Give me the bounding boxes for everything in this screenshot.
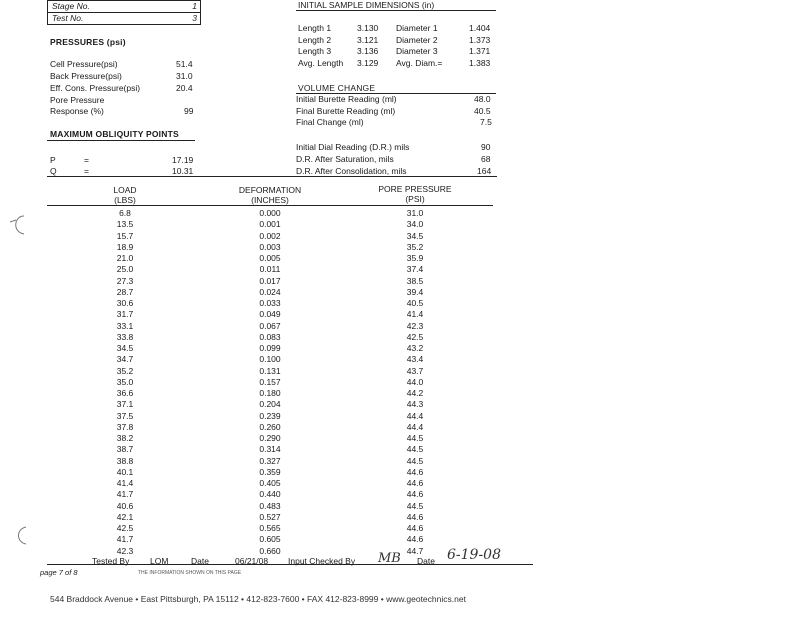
- cell-load: 31.7: [116, 309, 134, 320]
- cell-deformation: 0.239: [259, 410, 281, 421]
- cell-load: 41.7: [116, 534, 134, 545]
- stage-test-box: [47, 0, 201, 25]
- obliquity-p-eq: =: [84, 155, 89, 165]
- dims-rule: [296, 10, 496, 11]
- cell-deformation: 0.314: [259, 444, 281, 455]
- cell-deformation: 0.033: [259, 298, 281, 308]
- pressure-label-pore: Pore Pressure: [50, 95, 105, 105]
- cell-load: 34.5: [116, 343, 134, 353]
- dims-l1-label: Length 1: [298, 23, 332, 33]
- cell-pore-pressure: 44.7: [406, 545, 424, 556]
- dims-avg-diam-value: 1.383: [469, 58, 491, 68]
- dial-consolidation-value: 164: [477, 166, 492, 176]
- col-header-deformation-2: (INCHES): [251, 195, 289, 205]
- cell-deformation: 0.002: [259, 230, 281, 241]
- cell-load: 40.6: [116, 500, 134, 511]
- table-row: [0, 287, 800, 298]
- table-row: [0, 534, 800, 545]
- cell-deformation: 0.527: [259, 511, 281, 522]
- cell-pore-pressure: 44.5: [406, 500, 424, 511]
- cell-pore-pressure: 42.5: [406, 331, 424, 342]
- cell-load: 42.1: [116, 511, 134, 522]
- cell-deformation: 0.660: [259, 545, 281, 556]
- cell-pore-pressure: 44.0: [406, 376, 424, 387]
- cell-pore-pressure: 43.2: [406, 343, 424, 353]
- cell-pore-pressure: 44.5: [406, 433, 424, 443]
- cell-load: 15.7: [116, 230, 134, 241]
- obliquity-title: MAXIMUM OBLIQUITY POINTS: [50, 129, 179, 139]
- cell-pore-pressure: 35.2: [406, 241, 424, 252]
- table-row: [0, 456, 800, 467]
- table-row: [0, 332, 800, 343]
- cell-load: 38.2: [116, 433, 134, 443]
- page-number: page 7 of 8: [40, 568, 78, 577]
- table-top-rule: [47, 176, 497, 177]
- dial-saturation-label: D.R. After Saturation, mils: [296, 154, 394, 164]
- cell-load: 35.2: [116, 365, 134, 376]
- dims-avg-length-value: 3.129: [357, 58, 379, 68]
- table-header-rule: [47, 205, 493, 206]
- col-header-deformation-1: DEFORMATION: [238, 185, 302, 195]
- test-label: Test No.: [52, 13, 84, 23]
- cell-load: 38.8: [116, 455, 134, 466]
- table-row: [0, 354, 800, 365]
- dial-initial-label: Initial Dial Reading (D.R.) mils: [296, 142, 410, 152]
- dims-d3-value: 1.371: [469, 46, 491, 56]
- table-row: [0, 366, 800, 377]
- obliquity-q-eq: =: [84, 166, 89, 176]
- table-row: [0, 433, 800, 444]
- dims-d1-label: Diameter 1: [396, 23, 438, 33]
- cell-deformation: 0.359: [259, 466, 281, 477]
- pressure-value-eff: 20.4: [176, 83, 193, 93]
- obliquity-q-value: 10.31: [172, 166, 194, 176]
- test-row: [48, 12, 200, 24]
- cell-load: 34.7: [116, 354, 134, 365]
- volume-initial-label: Initial Burette Reading (ml): [296, 94, 397, 104]
- cell-pore-pressure: 34.0: [406, 219, 424, 230]
- pressure-label-back: Back Pressure(psi): [50, 71, 122, 81]
- table-row: [0, 253, 800, 264]
- cell-deformation: 0.003: [259, 241, 281, 252]
- table-row: [0, 298, 800, 309]
- tested-by-value: LOM: [150, 556, 169, 566]
- pressures-title: PRESSURES (psi): [50, 37, 126, 47]
- table-row: [0, 276, 800, 287]
- cell-pore-pressure: 44.6: [406, 534, 424, 545]
- volume-final-value: 40.5: [474, 106, 491, 116]
- dims-d1-value: 1.404: [469, 23, 491, 33]
- cell-pore-pressure: 38.5: [406, 275, 424, 286]
- hole-punch-mark-bottom: [10, 524, 30, 548]
- checked-by-signature: MB: [378, 551, 401, 566]
- cell-deformation: 0.440: [259, 489, 281, 500]
- cell-deformation: 0.605: [259, 534, 281, 545]
- table-row: [0, 231, 800, 242]
- dims-l3-label: Length 3: [298, 46, 332, 56]
- cell-deformation: 0.483: [259, 500, 281, 511]
- cell-load: 33.8: [116, 331, 134, 342]
- cell-deformation: 0.565: [259, 523, 281, 533]
- cell-pore-pressure: 35.9: [406, 253, 424, 263]
- hole-punch-mark-top: [6, 212, 28, 238]
- cell-load: 13.5: [116, 219, 134, 230]
- table-row: [0, 264, 800, 275]
- obliquity-q-label: Q: [50, 166, 57, 176]
- cell-deformation: 0.157: [259, 376, 281, 387]
- test-value: 3: [192, 13, 197, 23]
- table-row: [0, 377, 800, 388]
- stage-label: Stage No.: [52, 1, 90, 11]
- dial-initial-value: 90: [481, 142, 491, 152]
- cell-pore-pressure: 44.2: [406, 388, 424, 398]
- table-row: [0, 343, 800, 354]
- cell-pore-pressure: 40.5: [406, 298, 424, 308]
- tested-by-label: Tested By: [92, 556, 130, 566]
- cell-pore-pressure: 37.4: [406, 264, 424, 275]
- obliquity-p-value: 17.19: [172, 155, 194, 165]
- cell-pore-pressure: 39.4: [406, 286, 424, 297]
- table-row: [0, 411, 800, 422]
- cell-load: 36.6: [116, 388, 134, 398]
- cell-load: 41.4: [116, 478, 134, 488]
- cell-load: 21.0: [116, 253, 134, 263]
- col-header-load: [95, 185, 155, 205]
- pressure-label-eff: Eff. Cons. Pressure(psi): [50, 83, 141, 93]
- volume-change-label: Final Change (ml): [296, 117, 364, 127]
- company-address: 544 Braddock Avenue • East Pittsburgh, PA 15112 • 412-823-7600 • FAX 412-823-8999 • www.geotechnics.net: [50, 594, 466, 604]
- cell-deformation: 0.024: [259, 286, 281, 297]
- cell-pore-pressure: 44.4: [406, 410, 424, 421]
- cell-pore-pressure: 44.4: [406, 421, 424, 432]
- table-row: [0, 219, 800, 230]
- checked-date-label: Date: [417, 556, 435, 566]
- cell-load: 30.6: [116, 298, 134, 308]
- cell-load: 25.0: [116, 264, 134, 275]
- table-row: [0, 388, 800, 399]
- checked-date-signature: 6-19-08: [447, 547, 501, 563]
- cell-load: 35.0: [116, 376, 134, 387]
- cell-pore-pressure: 43.4: [406, 354, 424, 365]
- table-row: [0, 467, 800, 478]
- cell-deformation: 0.011: [259, 264, 281, 275]
- cell-pore-pressure: 43.7: [406, 365, 424, 376]
- table-row: [0, 478, 800, 489]
- cell-load: 41.7: [116, 489, 134, 500]
- table-row: [0, 501, 800, 512]
- table-row: [0, 242, 800, 253]
- fine-print: THE INFORMATION SHOWN ON THIS PAGE: [138, 570, 242, 576]
- tested-date-label: Date: [191, 556, 209, 566]
- cell-pore-pressure: 44.6: [406, 478, 424, 488]
- cell-deformation: 0.083: [259, 331, 281, 342]
- col-header-deformation: [225, 185, 315, 205]
- cell-load: 27.3: [116, 275, 134, 286]
- cell-load: 40.1: [116, 466, 134, 477]
- table-row: [0, 512, 800, 523]
- table-row: [0, 208, 800, 219]
- col-header-load-2: (LBS): [114, 195, 136, 205]
- dims-title: INITIAL SAMPLE DIMENSIONS (in): [298, 0, 435, 10]
- cell-load: 6.8: [119, 208, 131, 218]
- dims-l2-label: Length 2: [298, 35, 332, 45]
- table-row: [0, 444, 800, 455]
- cell-deformation: 0.260: [259, 421, 281, 432]
- cell-deformation: 0.017: [259, 275, 281, 286]
- pressure-label-cell: Cell Pressure(psi): [50, 59, 118, 69]
- volume-title: VOLUME CHANGE: [298, 83, 376, 93]
- obliquity-rule: [47, 140, 195, 141]
- table-row: [0, 489, 800, 500]
- cell-deformation: 0.067: [259, 320, 281, 331]
- dims-avg-diam-label: Avg. Diam.=: [396, 58, 443, 68]
- col-header-pore: [365, 184, 465, 204]
- cell-load: 38.7: [116, 444, 134, 455]
- cell-deformation: 0.405: [259, 478, 281, 488]
- cell-deformation: 0.131: [259, 365, 281, 376]
- cell-load: 37.5: [116, 410, 134, 421]
- cell-load: 28.7: [116, 286, 134, 297]
- dims-d2-label: Diameter 2: [396, 35, 438, 45]
- dims-l3-value: 3.136: [357, 46, 379, 56]
- cell-deformation: 0.327: [259, 455, 281, 466]
- dims-l2-value: 3.121: [357, 35, 379, 45]
- table-row: [0, 422, 800, 433]
- cell-pore-pressure: 31.0: [406, 208, 424, 218]
- dims-avg-length-label: Avg. Length: [298, 58, 344, 68]
- volume-final-label: Final Burette Reading (ml): [296, 106, 396, 116]
- pressure-value-back: 31.0: [176, 71, 193, 81]
- cell-deformation: 0.005: [259, 253, 281, 263]
- volume-initial-value: 48.0: [474, 94, 491, 104]
- cell-load: 42.5: [116, 523, 134, 533]
- pressure-label-response: Response (%): [50, 106, 104, 116]
- cell-deformation: 0.049: [259, 309, 281, 320]
- cell-pore-pressure: 34.5: [406, 230, 424, 241]
- cell-deformation: 0.290: [259, 433, 281, 443]
- cell-deformation: 0.204: [259, 399, 281, 410]
- cell-pore-pressure: 44.6: [406, 466, 424, 477]
- cell-pore-pressure: 44.6: [406, 489, 424, 500]
- col-header-pore-1: PORE PRESSURE: [378, 184, 452, 194]
- table-row: [0, 523, 800, 534]
- table-row: [0, 309, 800, 320]
- cell-pore-pressure: 44.5: [406, 455, 424, 466]
- tested-date-value: 06/21/08: [235, 556, 269, 566]
- cell-pore-pressure: 41.4: [406, 309, 424, 320]
- pressure-value-cell: 51.4: [176, 59, 193, 69]
- dial-saturation-value: 68: [481, 154, 491, 164]
- cell-deformation: 0.180: [259, 388, 281, 398]
- cell-load: 33.1: [116, 320, 134, 331]
- col-header-load-1: LOAD: [113, 185, 137, 195]
- dims-l1-value: 3.130: [357, 23, 379, 33]
- cell-load: 42.3: [116, 545, 134, 556]
- pressure-value-response: 99: [184, 106, 194, 116]
- cell-pore-pressure: 44.6: [406, 523, 424, 533]
- table-row: [0, 399, 800, 410]
- checked-by-label: Input Checked By: [288, 556, 356, 566]
- cell-deformation: 0.100: [259, 354, 281, 365]
- cell-load: 37.8: [116, 421, 134, 432]
- dial-consolidation-label: D.R. After Consolidation, mils: [296, 166, 407, 176]
- dims-d2-value: 1.373: [469, 35, 491, 45]
- cell-deformation: 0.000: [259, 208, 281, 218]
- dims-d3-label: Diameter 3: [396, 46, 438, 56]
- table-row: [0, 321, 800, 332]
- cell-pore-pressure: 44.3: [406, 399, 424, 410]
- obliquity-p-label: P: [50, 155, 56, 165]
- volume-change-value: 7.5: [480, 117, 492, 127]
- stage-value: 1: [192, 1, 197, 11]
- cell-load: 18.9: [116, 241, 134, 252]
- cell-pore-pressure: 44.5: [406, 444, 424, 455]
- cell-deformation: 0.001: [259, 219, 281, 230]
- cell-pore-pressure: 42.3: [406, 320, 424, 331]
- stage-row: [48, 0, 200, 12]
- col-header-pore-2: (PSI): [405, 194, 425, 204]
- cell-deformation: 0.099: [259, 343, 281, 353]
- cell-pore-pressure: 44.6: [406, 511, 424, 522]
- cell-load: 37.1: [116, 399, 134, 410]
